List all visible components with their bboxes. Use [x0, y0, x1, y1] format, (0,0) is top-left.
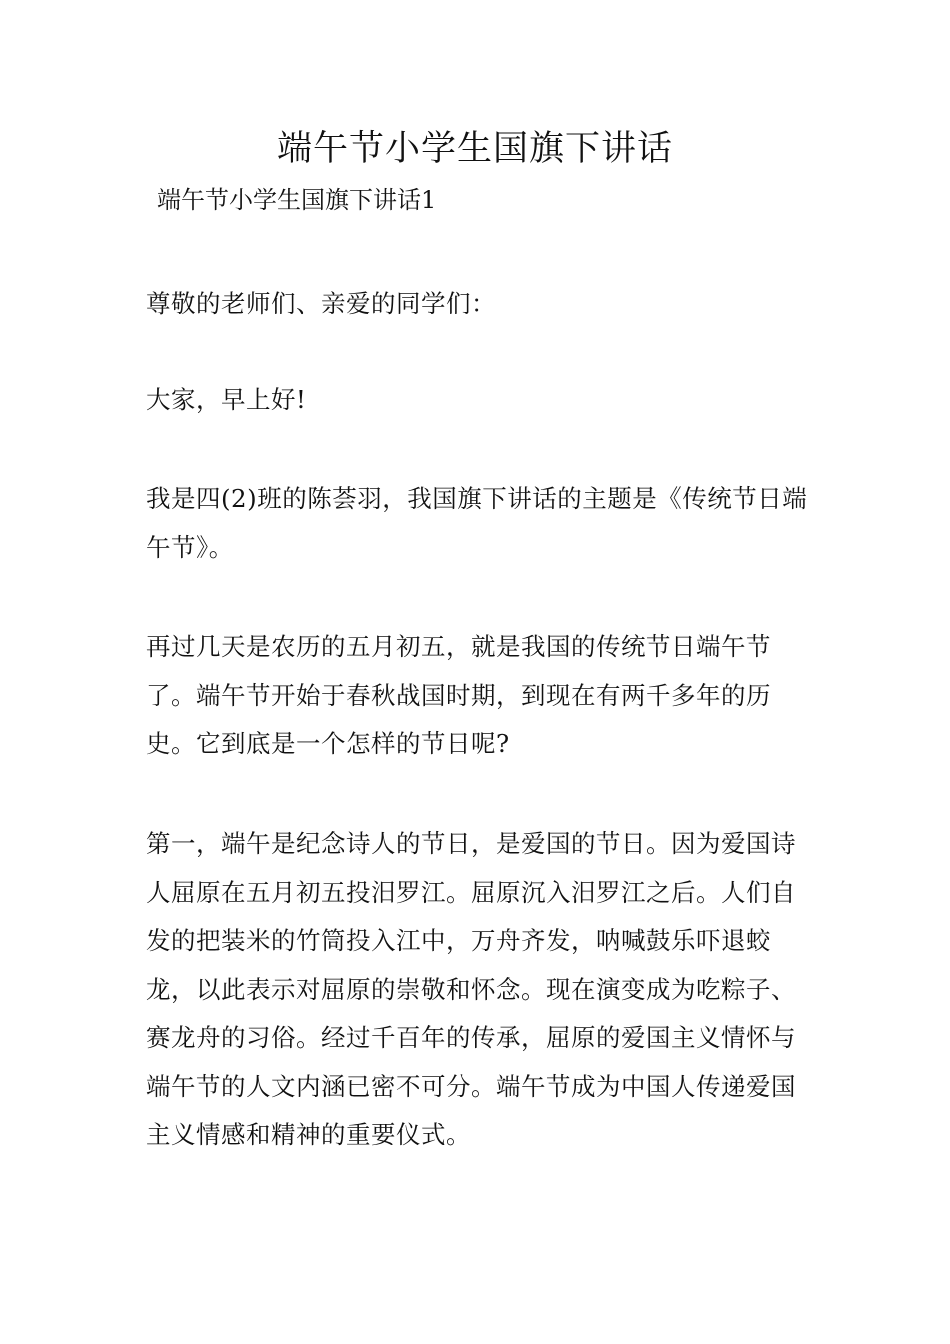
paragraph-introduction: 我是四(2)班的陈荟羽，我国旗下讲话的主题是《传统节日端午节》。 [146, 484, 808, 562]
paragraph-greeting: 尊敬的老师们、亲爱的同学们： [146, 289, 496, 318]
paragraph-good-morning: 大家，早上好! [146, 385, 307, 414]
document-subtitle: 端午节小学生国旗下讲话1 [157, 186, 437, 214]
paragraph-festival-origin: 再过几天是农历的五月初五，就是我国的传统节日端午节了。端午节开始于春秋战国时期，到现在有两千多年的历史。它到底是一个怎样的节日呢? [146, 632, 771, 758]
paragraph-first-point: 第一，端午是纪念诗人的节日，是爱国的节日。因为爱国诗人屈原在五月初五投汨罗江。屈原沉入汨罗江之后。人们自发的把装米的竹筒投入江中，万舟齐发，呐喊鼓乐吓退蛟龙，以此表示对屈原的崇敬和怀念。现在演变成为吃粽子、赛龙舟的习俗。经过千百年的传承，屈原的爱国主义情怀与端午节的人文内涵已密不可分。端午节成为中国人传递爱国主义情感和精神的重要仪式。 [146, 829, 796, 1149]
document-title: 端午节小学生国旗下讲话 [276, 129, 673, 169]
